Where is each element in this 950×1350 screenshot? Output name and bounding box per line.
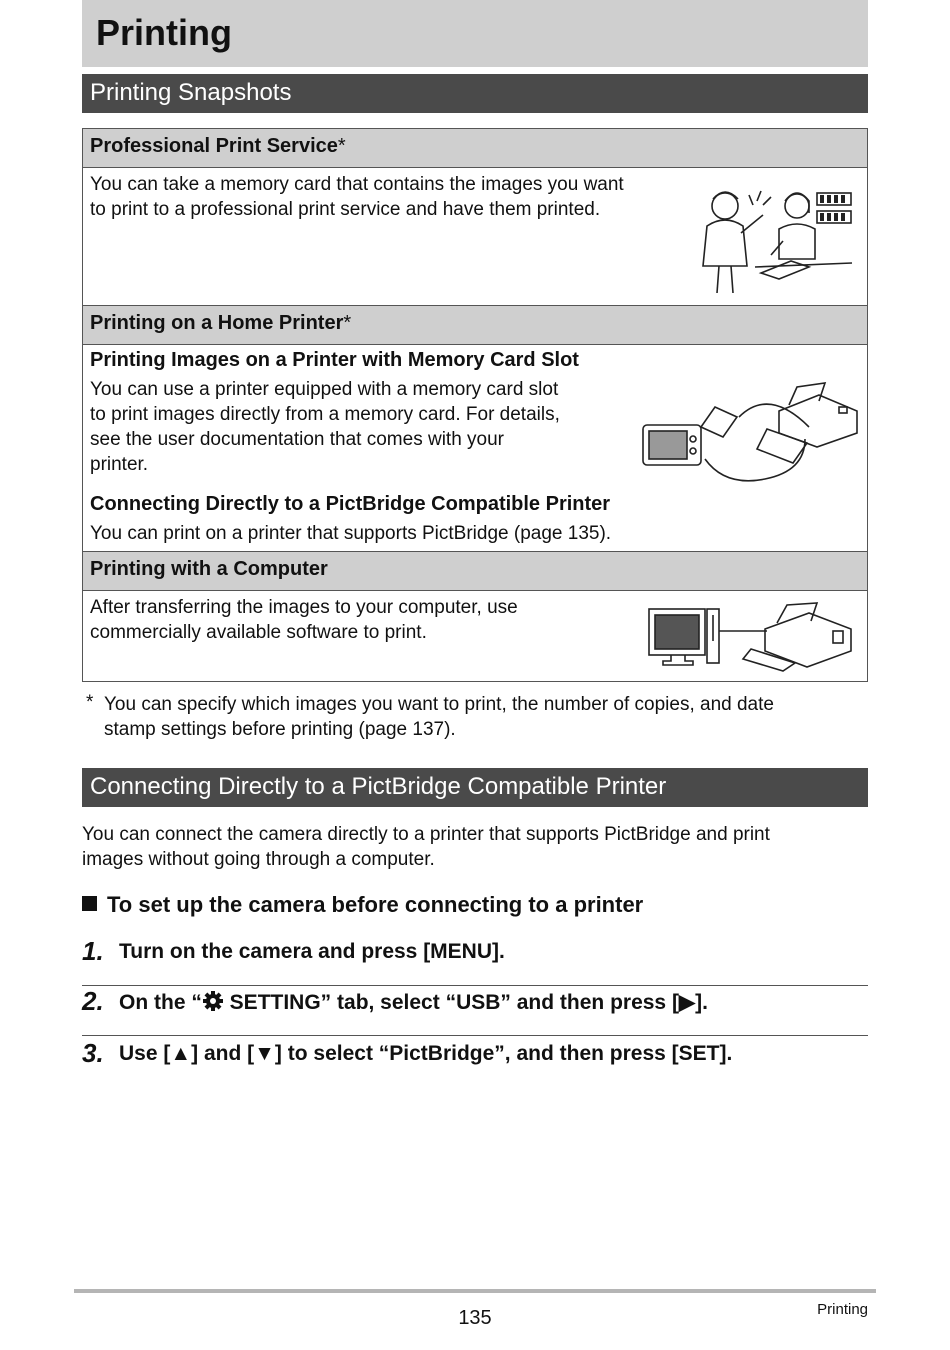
row-header-home-printer — [83, 305, 867, 345]
step-number: 3. — [82, 1038, 104, 1068]
row-header-professional — [83, 128, 867, 168]
intro-paragraph: You can connect the camera directly to a printer that supports PictBridge and print images without going through a computer. — [82, 824, 770, 870]
step-2 — [82, 986, 868, 1036]
chapter-header — [82, 0, 868, 67]
footer-rule — [74, 1289, 876, 1293]
step-text: On the “ SETTING” tab, select “USB” and then press [▶]. — [119, 991, 708, 1014]
footer-chapter-label: Printing — [817, 1301, 868, 1318]
computer-heading: Printing with a Computer — [90, 558, 328, 580]
gear-icon — [202, 990, 224, 1012]
chapter-title: Printing — [96, 12, 232, 53]
asterisk-mark: * — [343, 312, 352, 334]
computer-printer-illustration — [647, 601, 861, 673]
print-shop-illustration — [697, 181, 857, 297]
section-title: Connecting Directly to a PictBridge Compatible Printer — [90, 773, 667, 800]
memory-card-slot-heading: Printing Images on a Printer with Memory Card Slot — [90, 349, 579, 371]
home-printer-heading: Printing on a Home Printer — [90, 312, 344, 334]
pictbridge-text: You can print on a printer that supports PictBridge (page 135). — [90, 523, 612, 544]
step-3 — [82, 1038, 868, 1088]
task-heading: To set up the camera before connecting to a printer — [82, 892, 643, 918]
pictbridge-heading: Connecting Directly to a PictBridge Compatible Printer — [90, 493, 611, 515]
square-bullet-icon — [82, 896, 97, 911]
step-text: Use [▲] and [▼] to select “PictBridge”, and then press [SET]. — [119, 1042, 733, 1065]
section-title: Printing Snapshots — [90, 79, 292, 106]
section-header-pictbridge — [82, 768, 868, 807]
professional-heading: Professional Print Service — [90, 135, 338, 157]
section-header-printing-snapshots — [82, 74, 868, 113]
step-number: 2. — [82, 986, 104, 1016]
memory-card-slot-text: You can use a printer equipped with a memory card slot to print images directly from a memory card. For details, see the user documentation that comes with your printer. — [90, 379, 560, 475]
professional-text: You can take a memory card that contains the images you want to print to a professional print service and have them printed. — [90, 174, 624, 220]
asterisk-mark: * — [337, 135, 346, 157]
printing-options-table — [82, 128, 868, 682]
step-number: 1. — [82, 936, 104, 966]
camera-printer-illustration — [639, 381, 859, 491]
step-1 — [82, 936, 868, 986]
row-header-computer — [83, 551, 867, 591]
step-text: Turn on the camera and press [MENU]. — [119, 940, 505, 963]
page-number: 135 — [458, 1307, 492, 1329]
footnote-text: You can specify which images you want to print, the number of copies, and date stamp settings before printing (page 137). — [104, 694, 774, 740]
divider — [82, 1035, 868, 1036]
computer-text: After transferring the images to your computer, use commercially available software to print. — [90, 597, 518, 643]
footnote-asterisk: * — [86, 692, 94, 713]
